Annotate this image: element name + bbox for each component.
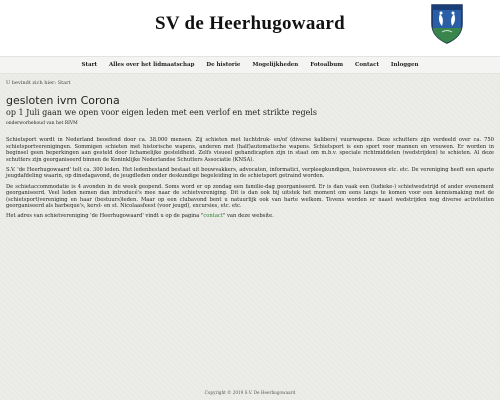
paragraph-adres bbox=[6, 213, 494, 219]
paragraph-leden: S.V. 'de Heerhugowaard' telt ca. 300 leden. Het ledenbestand bestaat uit bouwvakkers, advocaten, informatici, verpleegkundigen, huisvrouwen etc. etc. De vereniging heeft een aparte jeugdafdeling waarin, op dinsdagavond, de jeugdleden onder deskundige begeleiding in de schietsport getraind worden. bbox=[6, 167, 494, 180]
contact-link[interactable]: contact bbox=[203, 213, 223, 220]
nav-lidmaatschap[interactable]: Alles over het lidmaatschap bbox=[108, 62, 195, 68]
nav-mogelijkheden[interactable]: Mogelijkheden bbox=[252, 62, 299, 68]
footer-copyright: Copyright © 2019 S.V. De Heerhugowaard bbox=[204, 390, 296, 395]
page-heading: gesloten ivm Corona bbox=[6, 94, 120, 107]
nav-contact[interactable]: Contact bbox=[354, 62, 379, 68]
nav-start[interactable]: Start bbox=[81, 62, 98, 68]
paragraph-schietsport: Schietsport wordt in Nederland beoefend door ca. 38.000 mensen. Zij schieten met luchtdruk- en/of (diverse kalibers) vuurwapens. Deze schutters zijn verdeeld over ca. 750 schietsportverenigingen. Sommigen schieten met historische wapens, anderen met (half)automatische wapens. Schietsport is een sport voor mannen en vrouwen. Er worden in beginsel geen beperkingen aan gesteld door lichamelijke gesteldheid. Zelfs visueel gehandicapten zijn in staat om m.b.v. speciale richtmiddelen (wedstrijden) te schieten. Al deze schutters zijn georganiseerd binnen de Koninklijke Nederlandse Schutters Associatie (KNSA). bbox=[6, 137, 494, 163]
main-content bbox=[6, 92, 494, 224]
page-subheading: op 1 Juli gaan we open voor eigen leden met een verlof en met strikte regels bbox=[6, 108, 318, 117]
site-header bbox=[0, 0, 500, 56]
nav-inloggen[interactable]: Inloggen bbox=[390, 62, 419, 68]
adres-text-after: " van deze website. bbox=[222, 213, 274, 220]
club-crest-logo bbox=[428, 2, 466, 44]
adres-text-before: Het adres van schietvereniging 'de Heerhugowaard' vindt u op de pagina " bbox=[6, 213, 204, 220]
paragraph-accommodatie: De schietaccommodatie is 4 avonden in de week geopend. Soms word er op zondag een familie-dag georganiseerd. Er is dan vaak een (ludieke-) schietwedstrijd of ander evenement georganiseerd. Veel leden nemen dan introducé's mee naar de schietvereniging. Dit is dan ook bij uitstek het moment om eens langs te komen voor een kennismaking met de (schietsport)vereniging en haar (bestuurs)leden. Maar op een clubavond bent u natuurlijk ook van harte welkom. Tevens worden er naast wedstrijden nog diverse activiteiten georganiseerd als barbeque's, kerst- en st. Nicolaasfeest (voor jeugd), excursies, etc. etc. bbox=[6, 183, 494, 210]
site-title: SV de Heerhugowaard bbox=[154, 13, 346, 34]
main-navigation bbox=[0, 56, 500, 74]
nav-historie[interactable]: De historie bbox=[206, 62, 241, 68]
nav-fotoalbum[interactable]: Fotoalbum bbox=[310, 62, 344, 68]
breadcrumb: U bevindt zich hier: Start bbox=[6, 80, 71, 86]
rivm-note: onderworhehoud van het RIVM bbox=[6, 121, 78, 126]
